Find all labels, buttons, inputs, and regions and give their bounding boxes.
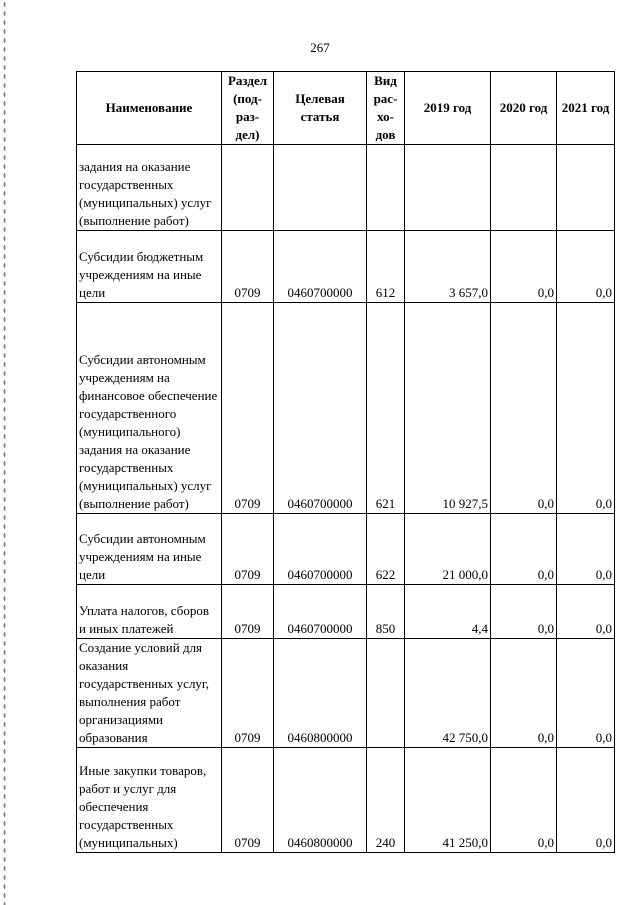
row-2020: 0,0: [491, 585, 557, 639]
table-row: [77, 145, 615, 231]
header-expense-line: дов: [375, 127, 396, 142]
row-name: Уплата налогов, сборов и иных платежей: [77, 585, 222, 639]
row-2021: [557, 145, 615, 231]
table-row: [77, 231, 615, 303]
row-2020: [491, 145, 557, 231]
row-2019: [405, 145, 491, 231]
row-target: [274, 145, 367, 231]
row-2021: 0,0: [557, 748, 615, 853]
row-kind: 240: [367, 748, 405, 853]
row-2020: 0,0: [491, 303, 557, 514]
header-section-line: (под-: [233, 91, 262, 106]
row-kind: 622: [367, 514, 405, 585]
header-2021: 2021 год: [557, 72, 615, 145]
row-2020: 0,0: [491, 748, 557, 853]
row-kind: 850: [367, 585, 405, 639]
row-2019: 42 750,0: [405, 639, 491, 748]
header-section-line: дел): [235, 127, 260, 142]
row-kind: [367, 639, 405, 748]
row-name: Создание условий для оказания государственных услуг, выполнения работ организациями образования: [77, 639, 222, 748]
row-2019: 21 000,0: [405, 514, 491, 585]
header-expense-type: [367, 72, 405, 145]
row-name: Субсидии автономным учреждениям на финансовое обеспечение государственного (муниципального) задания на оказание государственных (муниципальных) услуг (выполнение работ): [77, 303, 222, 514]
row-target: 0460700000: [274, 514, 367, 585]
row-2019: 4,4: [405, 585, 491, 639]
row-2021: 0,0: [557, 585, 615, 639]
header-2020: 2020 год: [491, 72, 557, 145]
row-2021: 0,0: [557, 231, 615, 303]
table-row: [77, 585, 615, 639]
row-target: 0460800000: [274, 748, 367, 853]
row-section: 0709: [222, 514, 274, 585]
table-header-row: [77, 72, 615, 145]
row-target: 0460700000: [274, 303, 367, 514]
header-section-line: Раздел: [227, 73, 268, 88]
row-kind: 612: [367, 231, 405, 303]
header-name: Наименование: [77, 72, 222, 145]
row-section: 0709: [222, 303, 274, 514]
page-number: 267: [310, 40, 330, 55]
row-section: 0709: [222, 585, 274, 639]
row-2020: 0,0: [491, 231, 557, 303]
row-section: 0709: [222, 748, 274, 853]
row-section: 0709: [222, 639, 274, 748]
header-target: [274, 72, 367, 145]
table-row: [77, 639, 615, 748]
row-2020: 0,0: [491, 514, 557, 585]
table-row: [77, 514, 615, 585]
header-expense-line: Вид: [374, 73, 397, 88]
row-2019: 3 657,0: [405, 231, 491, 303]
row-kind: [367, 145, 405, 231]
table-row: [77, 748, 615, 853]
row-2019: 41 250,0: [405, 748, 491, 853]
budget-table: [76, 71, 615, 853]
header-section-line: раз-: [235, 109, 260, 124]
header-target-line: статья: [300, 109, 340, 124]
table-row: [77, 303, 615, 514]
row-name: задания на оказание государственных (муниципальных) услуг (выполнение работ): [77, 145, 222, 231]
row-section: 0709: [222, 231, 274, 303]
row-name: Субсидии автономным учреждениям на иные цели: [77, 514, 222, 585]
row-target: 0460700000: [274, 585, 367, 639]
row-name: Иные закупки товаров, работ и услуг для обеспечения государственных (муниципальных): [77, 748, 222, 853]
row-2019: 10 927,5: [405, 303, 491, 514]
scan-edge-artifact: [3, 0, 6, 905]
header-expense-line: хо-: [377, 109, 394, 124]
row-name: Субсидии бюджетным учреждениям на иные цели: [77, 231, 222, 303]
row-section: [222, 145, 274, 231]
row-target: 0460800000: [274, 639, 367, 748]
header-2019: 2019 год: [405, 72, 491, 145]
header-expense-line: рас-: [373, 91, 398, 106]
row-2021: 0,0: [557, 303, 615, 514]
header-target-line: Целевая: [295, 91, 345, 106]
header-section: [222, 72, 274, 145]
row-kind: 621: [367, 303, 405, 514]
row-target: 0460700000: [274, 231, 367, 303]
row-2020: 0,0: [491, 639, 557, 748]
row-2021: 0,0: [557, 514, 615, 585]
row-2021: 0,0: [557, 639, 615, 748]
